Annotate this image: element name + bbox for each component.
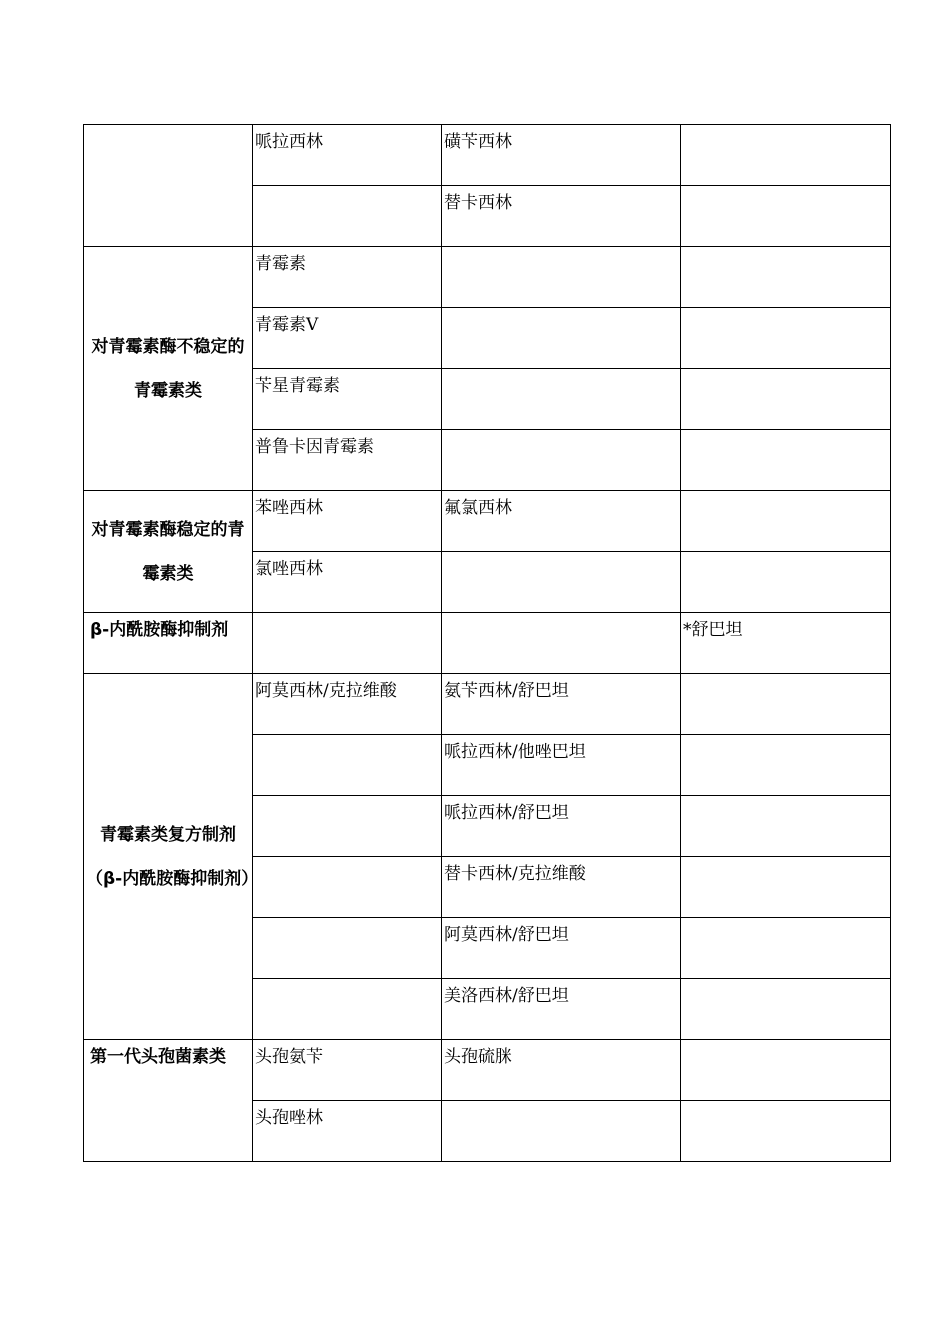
table-body: [84, 125, 891, 1162]
drug-cell: [681, 1101, 891, 1162]
drug-cell: [681, 979, 891, 1040]
drug-cell: 氨苄西林/舒巴坦: [442, 674, 681, 735]
drug-cell: [442, 369, 681, 430]
drug-cell: [442, 613, 681, 674]
drug-cell: [681, 796, 891, 857]
drug-cell: [681, 369, 891, 430]
drug-cell: [681, 186, 891, 247]
category-cell: 对青霉素酶稳定的青霉素类: [84, 491, 253, 613]
drug-cell: [681, 247, 891, 308]
drug-cell: *舒巴坦: [681, 613, 891, 674]
drug-cell: [253, 796, 442, 857]
drug-cell: [442, 430, 681, 491]
drug-cell: 哌拉西林/他唑巴坦: [442, 735, 681, 796]
drug-cell: 苄星青霉素: [253, 369, 442, 430]
drug-cell: 磺苄西林: [442, 125, 681, 186]
category-cell: 青霉素类复方制剂（β-内酰胺酶抑制剂）: [84, 674, 253, 1040]
category-cell: [84, 125, 253, 247]
table-row: [84, 674, 891, 735]
drug-cell: 普鲁卡因青霉素: [253, 430, 442, 491]
drug-cell: [442, 552, 681, 613]
drug-cell: [681, 674, 891, 735]
drug-cell: 哌拉西林: [253, 125, 442, 186]
drug-cell: [681, 308, 891, 369]
category-cell: 对青霉素酶不稳定的青霉素类: [84, 247, 253, 491]
table-row: [84, 1040, 891, 1101]
drug-cell: 阿莫西林/克拉维酸: [253, 674, 442, 735]
drug-cell: [253, 918, 442, 979]
drug-classification-table: [83, 124, 891, 1162]
category-cell: 第一代头孢菌素类: [84, 1040, 253, 1162]
drug-cell: [681, 430, 891, 491]
drug-cell: 头孢硫脒: [442, 1040, 681, 1101]
drug-cell: [681, 735, 891, 796]
table-row: [84, 125, 891, 186]
drug-cell: 青霉素V: [253, 308, 442, 369]
drug-cell: 美洛西林/舒巴坦: [442, 979, 681, 1040]
table-row: [84, 491, 891, 552]
drug-cell: 头孢唑林: [253, 1101, 442, 1162]
drug-cell: [681, 857, 891, 918]
table-row: [84, 247, 891, 308]
drug-cell: [253, 613, 442, 674]
drug-cell: [442, 308, 681, 369]
drug-cell: [253, 186, 442, 247]
drug-cell: [253, 735, 442, 796]
drug-cell: [442, 247, 681, 308]
drug-cell: 苯唑西林: [253, 491, 442, 552]
drug-cell: 替卡西林: [442, 186, 681, 247]
drug-cell: 哌拉西林/舒巴坦: [442, 796, 681, 857]
category-cell: β-内酰胺酶抑制剂: [84, 613, 253, 674]
drug-cell: [681, 491, 891, 552]
drug-cell: [253, 857, 442, 918]
drug-cell: [681, 552, 891, 613]
drug-cell: [442, 1101, 681, 1162]
drug-cell: 氯唑西林: [253, 552, 442, 613]
drug-cell: 氟氯西林: [442, 491, 681, 552]
drug-cell: [681, 125, 891, 186]
drug-cell: 阿莫西林/舒巴坦: [442, 918, 681, 979]
table-row: [84, 613, 891, 674]
drug-cell: [681, 1040, 891, 1101]
drug-cell: 替卡西林/克拉维酸: [442, 857, 681, 918]
drug-cell: 青霉素: [253, 247, 442, 308]
drug-cell: [253, 979, 442, 1040]
drug-cell: 头孢氨苄: [253, 1040, 442, 1101]
drug-cell: [681, 918, 891, 979]
